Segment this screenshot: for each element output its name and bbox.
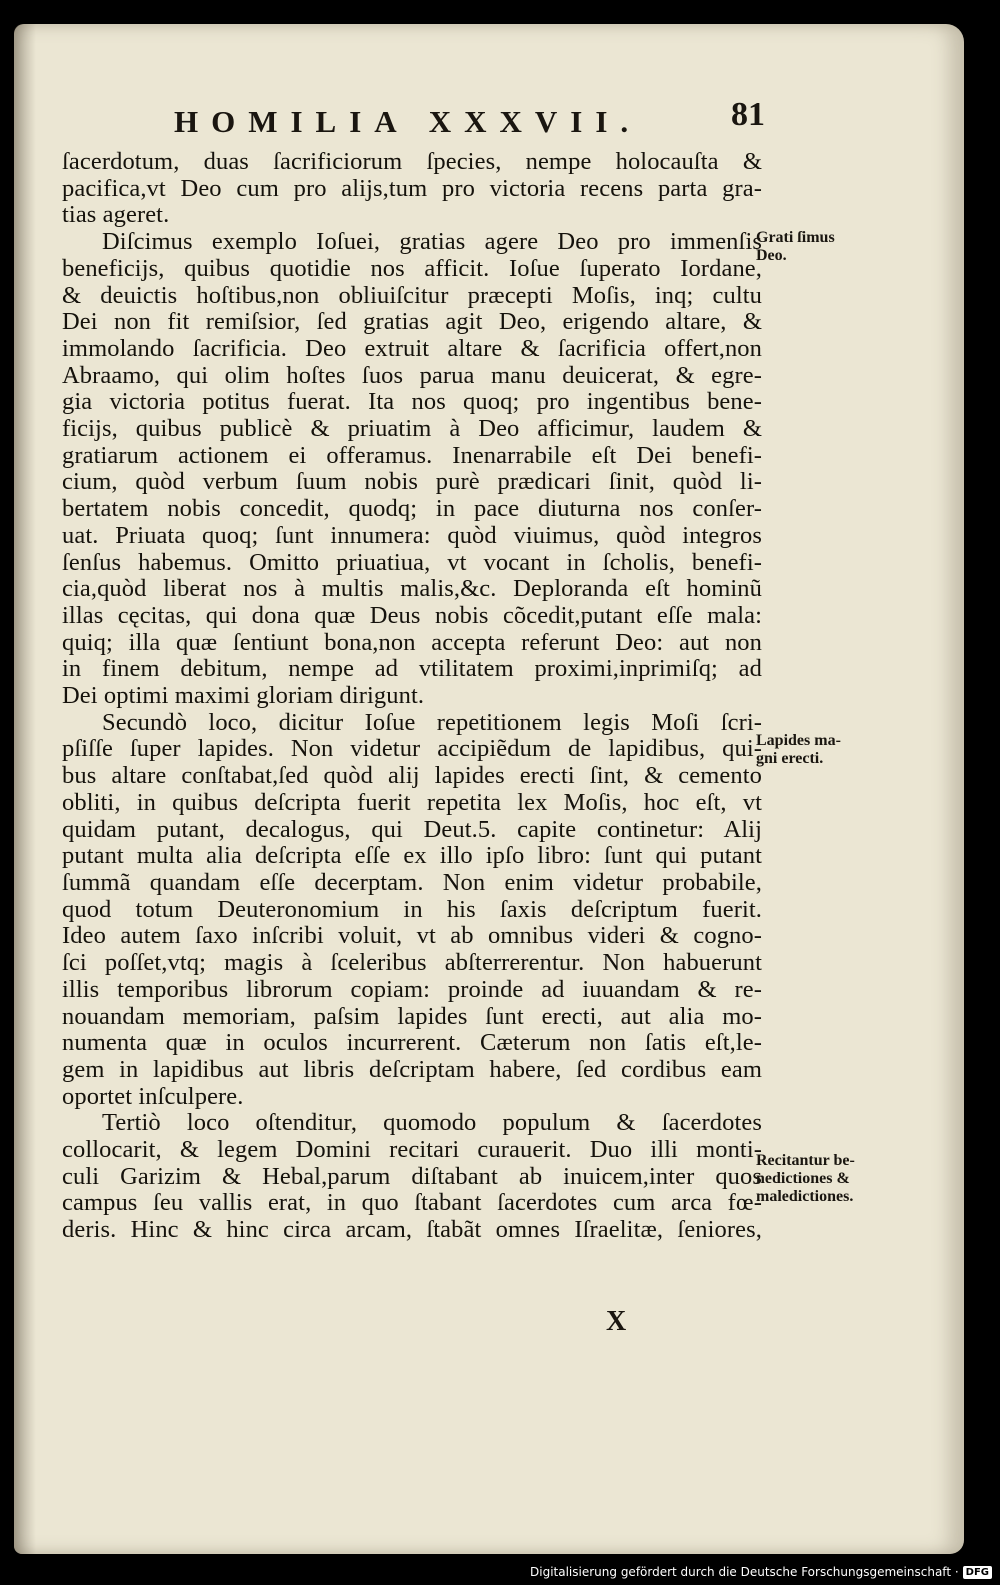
text-line: tias ageret. [62,201,170,229]
text-line: Diſcimus exemplo Ioſuei, gratias agere Deo pro immenſis [102,228,762,256]
text-line: Dei non fit remiſsior, ſed gratias agit Deo, erigendo altare, & [62,308,762,336]
digitization-footer [530,1562,992,1582]
book-page [14,24,964,1554]
text-line: nouandam memoriam, paſsim lapides ſunt erecti, aut alia mo- [62,1002,762,1030]
text-line: & deuictis hoſtibus,non obliuiſcitur præcepti Moſis, inq; cultu [62,281,762,309]
text-line: illis temporibus librorum copiam: proinde ad iuuandam & re- [62,975,762,1003]
text-line: gem in lapidibus aut libris deſcriptam habere, ſed cordibus eam [62,1055,762,1083]
text-line: numenta quæ in oculos incurrerent. Cæterum non ſatis eſt,le- [62,1029,762,1057]
marginal-note-lapides [756,732,841,768]
text-line: ſci poſſet,vtq; magis à ſceleribus abſterrerentur. Non habuerunt [62,949,762,977]
marginal-note-line: Recitantur be- [756,1152,855,1169]
text-line: deris. Hinc & hinc circa arcam, ſtabãt omnes Iſraelitæ, ſeniores, [62,1216,762,1244]
text-line: Abraamo, qui olim hoſtes ſuos parua manu deuicerat, & egre- [62,361,762,389]
text-line: quidam putant, decalogus, qui Deut.5. capite continetur: Alij [62,815,762,843]
text-line: in finem debitum, nempe ad vtilitatem proximi,inprimiſq; ad [62,655,762,683]
body-text [62,149,762,1244]
text-line: uat. Priuata quoq; ſunt innumera: quòd viuimus, quòd integros [62,521,762,549]
text-line: obliti, in quibus deſcripta fuerit repetita lex Moſis, hoc eſt, vt [62,788,762,816]
text-line: ſummã quandam eſſe decerptam. Non enim videtur probabile, [62,868,762,896]
text-line: Secundò loco, dicitur Ioſue repetitionem legis Moſi ſcri- [102,708,762,736]
text-line: culi Garizim & Hebal,parum diſtabant ab inuicem,inter quos [62,1162,762,1190]
text-line: quod totum Deuteronomium in his ſaxis deſcriptum fuerit. [62,895,762,923]
text-line: Dei optimi maximi gloriam dirigunt. [62,682,425,710]
marginal-note-grati [756,229,835,265]
text-line: Tertiò loco oſtenditur, quomodo populum & ſacerdotes [102,1109,762,1137]
marginal-note-line: nedictiones & [756,1170,850,1187]
marginal-note-line: Grati ſimus [756,229,835,246]
text-line: putant multa alia deſcripta eſſe ex illo ipſo libro: ſunt qui putant [62,842,762,870]
text-line: quiq; illa quæ ſentiunt bona,non accepta referunt Deo: aut non [62,628,762,656]
text-line: gia victoria potitus fuerat. Ita nos quoq; pro ingentibus bene- [62,388,762,416]
text-line: beneficijs, quibus quotidie nos afficit. Ioſue ſuperato Iordane, [62,254,762,282]
marginal-note-line: Deo. [756,247,787,264]
text-line: pſiſſe ſuper lapides. Non videtur accipiẽdum de lapidibus, qui- [62,735,762,763]
text-line: immolando ſacrificia. Deo extruit altare & ſacrificia offert,non [62,334,762,362]
text-line: campus ſeu vallis erat, in quo ſtabant ſacerdotes cum arca fœ- [62,1189,762,1217]
text-line: bus altare conſtabat,ſed quòd alij lapides erecti ſint, & cemento [62,762,762,790]
text-line: ſenſus habemus. Omitto priuatiua, vt vocant in ſcholis, benefi- [62,548,762,576]
text-line: collocarit, & legem Domini recitari curauerit. Duo illi monti- [62,1136,762,1164]
text-line: ficijs, quibus publicè & priuatim à Deo afficimur, laudem & [62,415,762,443]
text-line: cia,quòd liberat nos à multis malis,&c. Deploranda eſt hominũ [62,575,762,603]
text-line: Ideo autem ſaxo inſcribi voluit, vt ab omnibus videri & cogno- [62,922,762,950]
text-line: bertatem nobis concedit, quodq; in pace diuturna nos conſer- [62,495,762,523]
text-line: illas cęcitas, qui dona quæ Deus nobis cõcedit,putant eſſe mala: [62,601,762,629]
text-line: cium, quòd verbum ſuum nobis purè prædicari ſinit, quòd li- [62,468,762,496]
text-line: oportet inſculpere. [62,1082,244,1110]
marginal-note-line: Lapides ma- [756,732,841,749]
marginal-note-recitantur [756,1152,855,1206]
dfg-logo: DFG [963,1566,992,1579]
footer-credit: Digitalisierung gefördert durch die Deutsche Forschungsgemeinschaft · [530,1565,959,1579]
text-line: gratiarum actionem ei offeramus. Inenarrabile eſt Dei benefi- [62,441,762,469]
page-number: 81 [731,96,765,133]
signature-mark: X [606,1306,627,1337]
marginal-note-line: maledictiones. [756,1188,854,1205]
running-head: HOMILIA XXXVII. [174,104,642,139]
text-line: ſacerdotum, duas ſacrificiorum ſpecies, nempe holocauſta & [62,148,762,175]
marginal-note-line: gni erecti. [756,750,824,767]
text-line: pacifica,vt Deo cum pro alijs,tum pro victoria recens parta gra- [62,174,762,202]
